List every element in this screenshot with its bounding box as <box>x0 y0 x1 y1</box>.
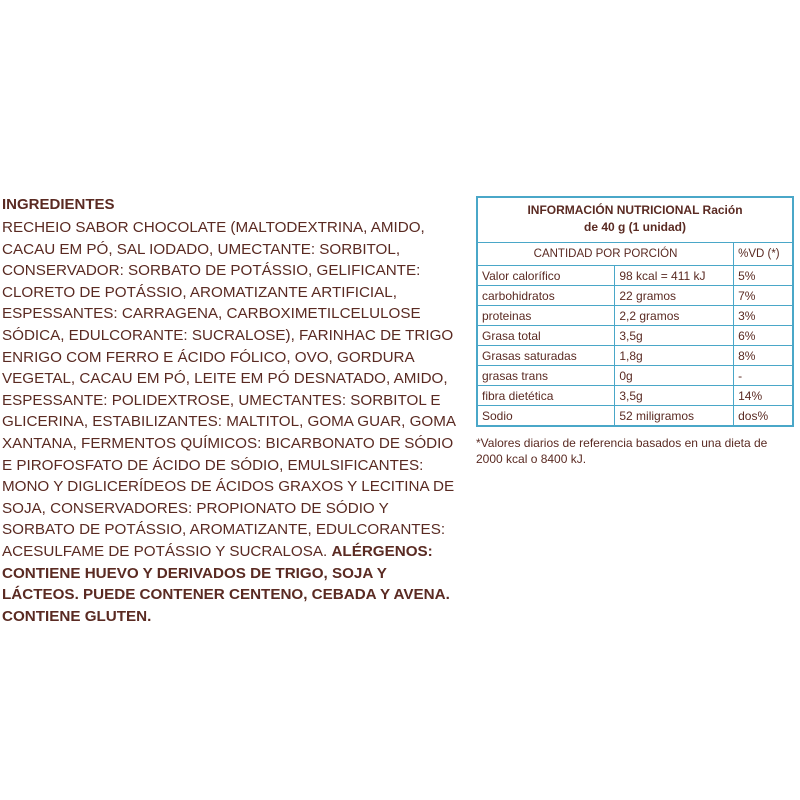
nutrient-amount: 3,5g <box>615 326 734 346</box>
nutrient-name: Sodio <box>477 406 615 427</box>
ingredients-heading: INGREDIENTES <box>2 196 115 213</box>
nutrient-name: Grasas saturadas <box>477 346 615 366</box>
nutrition-title <box>477 197 793 243</box>
nutrient-name: Valor calorífico <box>477 266 615 286</box>
allergens-statement: ALÉRGENOS: CONTIENE HUEVO Y DERIVADOS DE TRIGO, SOJA Y LÁCTEOS. PUEDE CONTENER CENTENO, CEBADA Y AVENA. CONTIENE GLUTEN. <box>2 542 450 625</box>
table-row <box>477 386 793 406</box>
table-row <box>477 306 793 326</box>
nutrition-rows <box>477 266 793 427</box>
table-row <box>477 266 793 286</box>
nutrition-section <box>476 196 794 467</box>
nutrition-title-line2: de 40 g (1 unidad) <box>583 220 686 234</box>
table-row <box>477 406 793 427</box>
table-row <box>477 346 793 366</box>
nutrition-title-row <box>477 197 793 243</box>
nutrient-vd: 14% <box>734 386 793 406</box>
nutrient-amount: 1,8g <box>615 346 734 366</box>
table-row <box>477 286 793 306</box>
nutrient-amount: 0g <box>615 366 734 386</box>
nutrient-amount: 2,2 gramos <box>615 306 734 326</box>
nutrient-vd: 5% <box>734 266 793 286</box>
nutrition-title-line1: INFORMACIÓN NUTRICIONAL Ración <box>527 203 743 217</box>
header-portion: CANTIDAD POR PORCIÓN <box>477 243 734 266</box>
ingredients-text <box>2 217 464 627</box>
nutrient-amount: 3,5g <box>615 386 734 406</box>
header-vd: %VD (*) <box>734 243 793 266</box>
nutrient-amount: 22 gramos <box>615 286 734 306</box>
table-row <box>477 366 793 386</box>
table-row <box>477 326 793 346</box>
nutrient-name: grasas trans <box>477 366 615 386</box>
nutrient-vd: 3% <box>734 306 793 326</box>
nutrient-name: Grasa total <box>477 326 615 346</box>
ingredients-section <box>2 195 464 627</box>
nutrient-vd: dos% <box>734 406 793 427</box>
nutrition-header-row <box>477 243 793 266</box>
nutrient-vd: 6% <box>734 326 793 346</box>
nutrient-vd: - <box>734 366 793 386</box>
nutrient-name: fibra dietética <box>477 386 615 406</box>
nutrient-amount: 52 miligramos <box>615 406 734 427</box>
nutrient-vd: 7% <box>734 286 793 306</box>
nutrient-name: proteinas <box>477 306 615 326</box>
nutrient-vd: 8% <box>734 346 793 366</box>
nutrition-footnote: *Valores diarios de referencia basados en una dieta de 2000 kcal o 8400 kJ. <box>476 436 768 466</box>
ingredients-list: RECHEIO SABOR CHOCOLATE (MALTODEXTRINA, AMIDO, CACAU EM PÓ, SAL IODADO, UMECTANTE: SORBITOL, CONSERVADOR: SORBATO DE POTÁSSIO, GELIFICANTE: CLORETO DE POTÁSSIO, AROMATIZANTE ARTIFICIAL, ESPESSANTES: CARRAGENA, CARBOXIMETILCELULOSE SÓDICA, EDULCORANTE: SUCRALOSE), FARINHAC DE TRIGO ENRIGO COM FERRO E ÁCIDO FÓLICO, OVO, GORDURA VEGETAL, CACAU EM PÓ, LEITE EM PÓ DESNATADO, AMIDO, ESPESSANTE: POLIDEXTROSE, UMECTANTES: SORBITOL E GLICERINA, ESTABILIZANTES: MALTITOL, GOMA GUAR, GOMA XANTANA, FERMENTOS QUÍMICOS: BICARBONATO DE SÓDIO E PIROFOSFATO DE ÁCIDO DE SÓDIO, EMULSIFICANTES: MONO Y DIGLICERÍDEOS DE ÁCIDOS GRAXOS Y LECITINA DE SOJA, CONSERVADORES: PROPIONATO DE SÓDIO Y SORBATO DE POTÁSSIO, AROMATIZANTE, EDULCORANTES: ACESULFAME DE POTÁSSIO Y SUCRALOSA. <box>2 219 456 560</box>
nutrition-table <box>476 196 794 427</box>
nutrient-name: carbohidratos <box>477 286 615 306</box>
nutrient-amount: 98 kcal = 411 kJ <box>615 266 734 286</box>
